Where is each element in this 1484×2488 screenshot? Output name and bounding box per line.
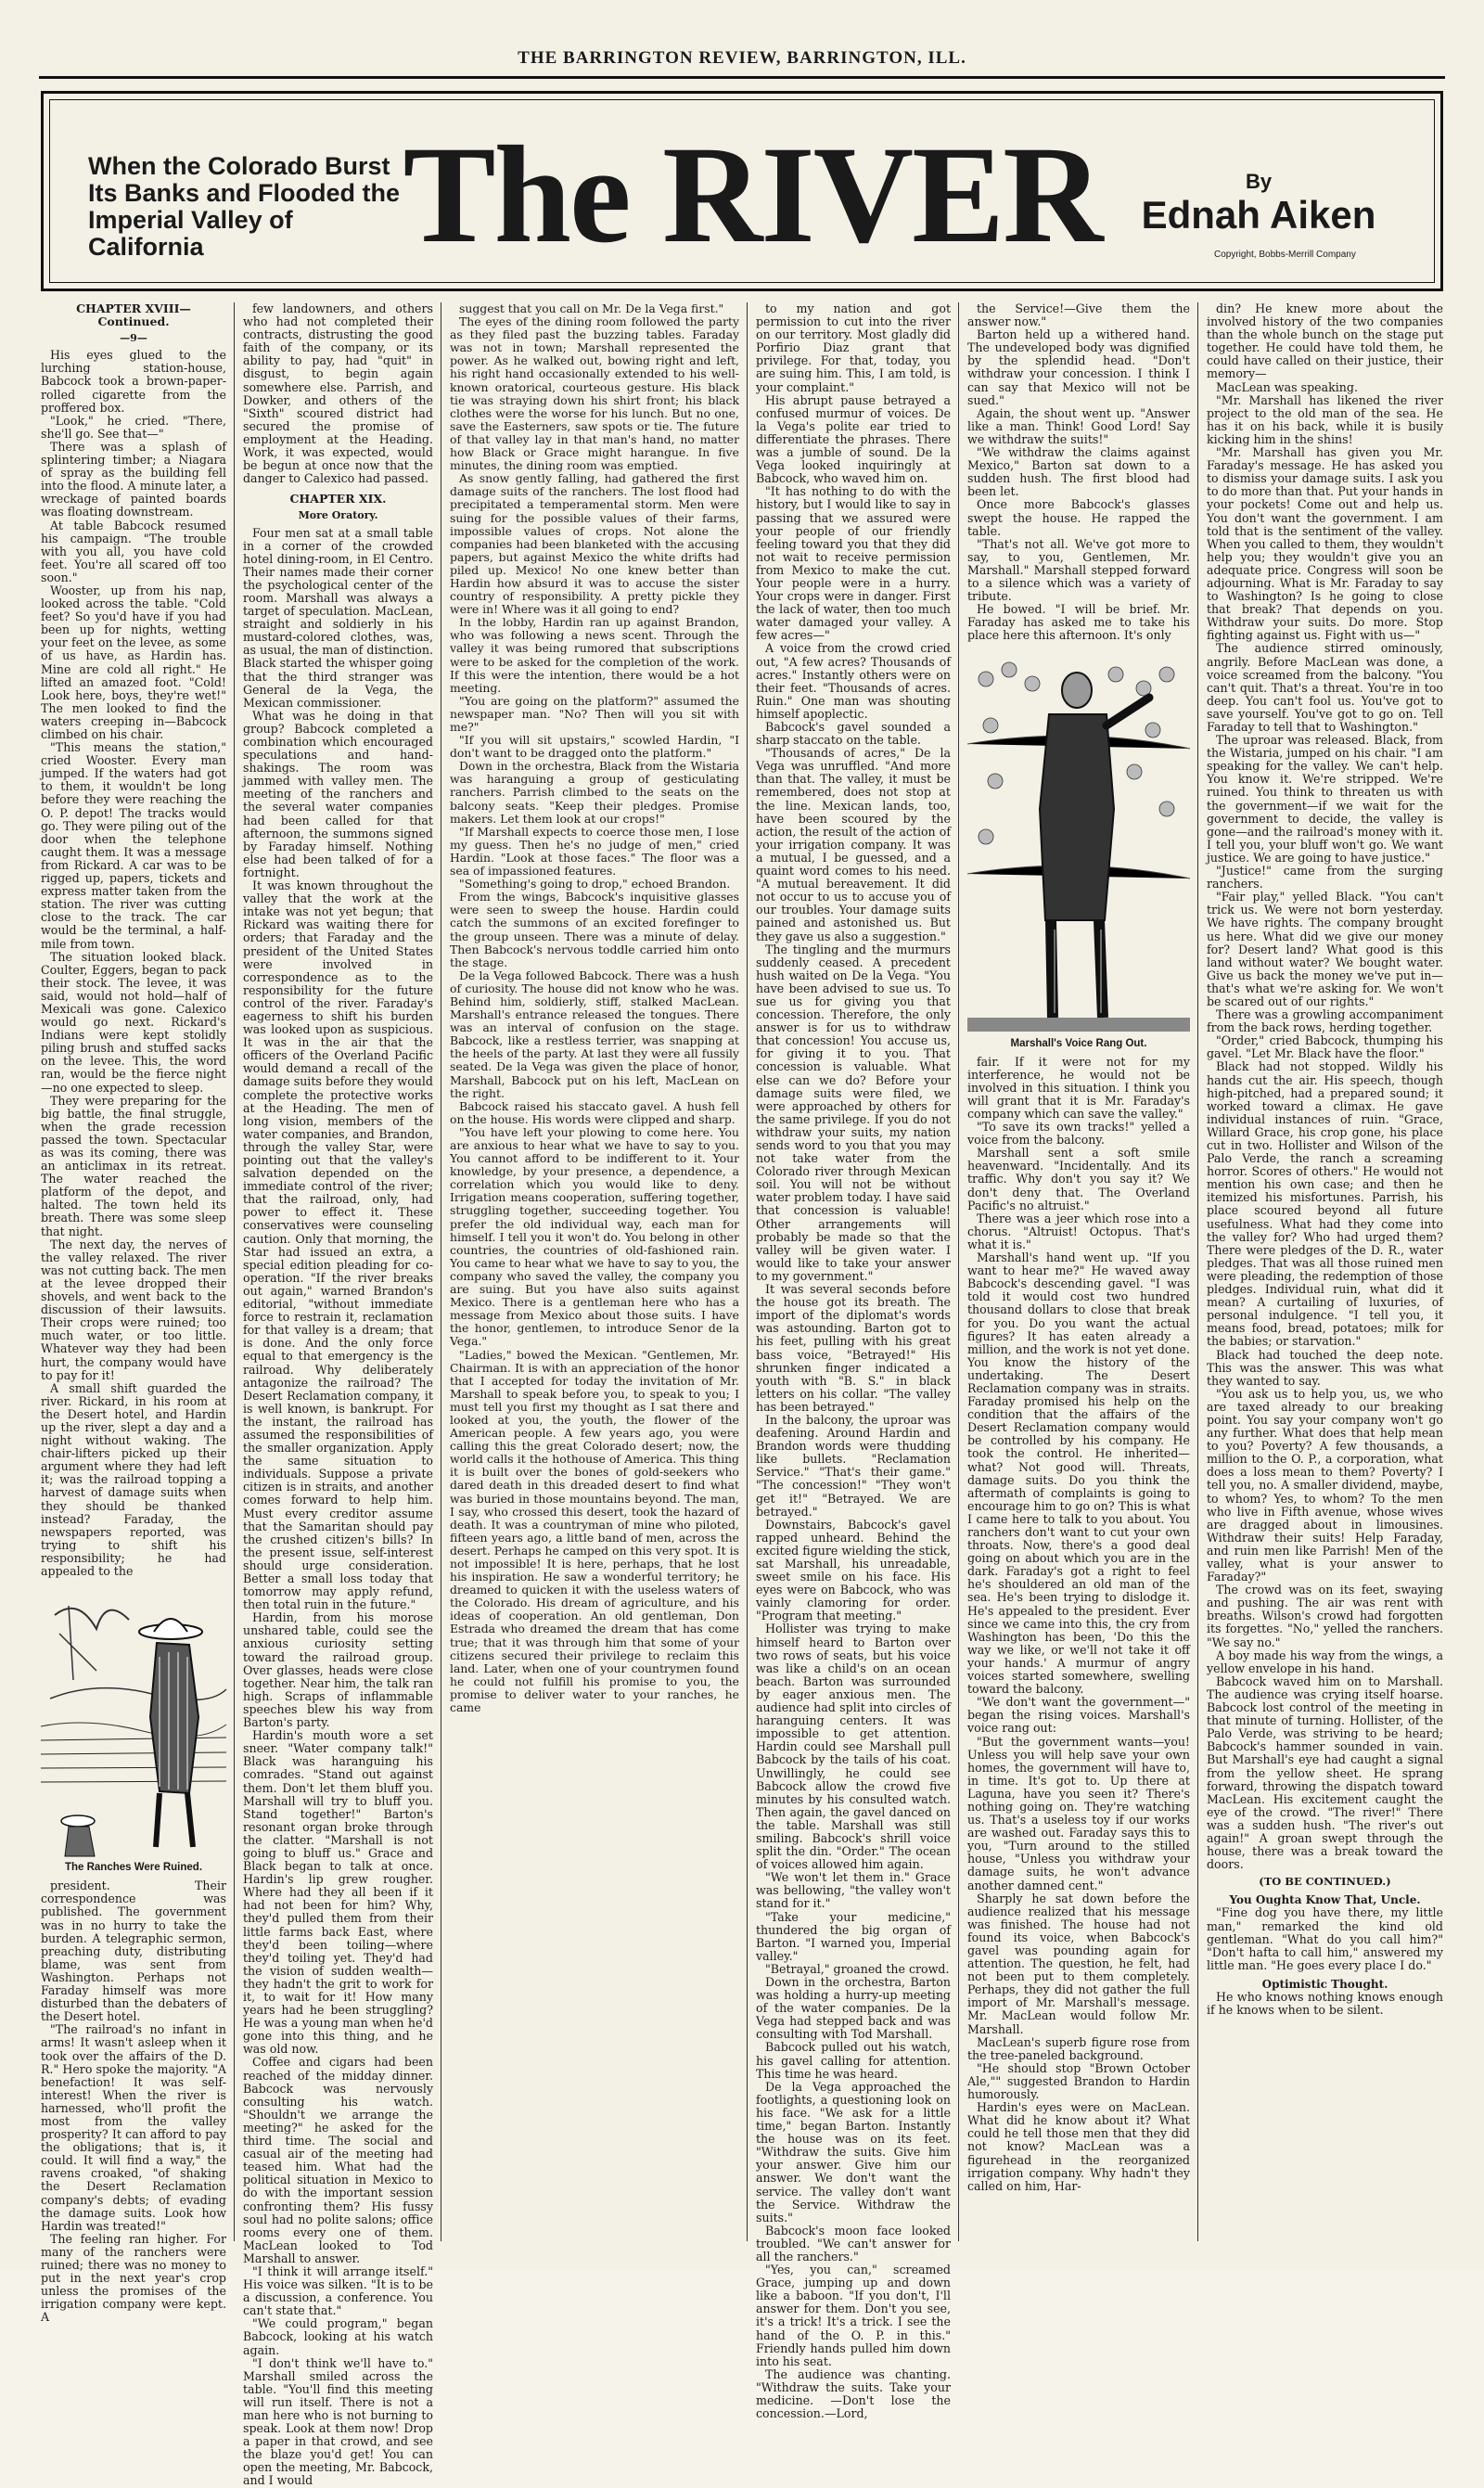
paragraph: There was a splash of splintering timber; a Niagara of spray as the building fell into the flood. A minute later, a wreckage of painted boards was floating downstream. — [41, 439, 226, 519]
paragraph: Wooster, up from his nap, looked across the table. "Cold feet? So you'd have if you had been up for nights, wetting your feet on the levee, as some of us have, as Hardin has. Mine are cold all right." He lifted an amazed foot. "Cold! Look here, boys, they're wet!" The men looked to find the waters creeping in—Babcock climbed on his chair. — [41, 583, 226, 741]
column-6 — [1207, 302, 1443, 2241]
paragraph: Babcock raised his staccato gavel. A hush fell on the house. His words were clipped and sharp. — [450, 1098, 739, 1126]
paragraph: Once more Babcock's glasses swept the house. He rapped the table. — [967, 497, 1190, 538]
marshall-speaking-illustration — [967, 642, 1190, 1032]
paragraph: From the wings, Babcock's inquisitive glasses were seen to sweep the house. Hardin could catch the summons of an excited forefinger to the group unseen. There was a minute of delay. Then Babcock's nervous toddle carried him onto the stage. — [450, 890, 739, 969]
paragraph: "That's not all. We've got more to say, to you, Gentlemen, Mr. Marshall." Marshall stepped forward to a silence which was a variety of tribute. — [967, 536, 1190, 604]
paragraph: "You are going on the platform?" assumed the newspaper man. "No? Then will you sit with me?" — [450, 693, 739, 734]
paragraph: Marshall's hand went up. "If you want to hear me?" He waved away Babcock's descending gavel. "I was told it would cost two hundred thousand dollars to close that break for you. Do you want the actual figures? It has eaten already a million, and the work is not yet done. You know the history of the undertaking. The Desert Reclamation company was in straits. Faraday promised his help on the condition that the affairs of the Desert Reclamation company would be controlled by his company. He took the control. He inherited—what? Not good will. Threats, damage suits. Do you think the aftermath of complaints is going to encourage him to go on? This is what I came here to talk to you about. You ranchers don't want to cut your own throats. Now, there's a good deal going on about which you are in the dark. Faraday's got a right to feel he's shouldered an old man of the sea. He's been trying to dislodge it. He's appealed to the president. Ever since we came into this, the cry from Washington has been, 'Do this the way we like, or we'll not take it off your hands.' A murmur of angry voices started somewhere, swelling toward the balcony. — [967, 1250, 1190, 1697]
illustration-marshall — [967, 642, 1190, 1049]
story-banner — [41, 91, 1443, 291]
paragraph: "We could program," began Babcock, looking at his watch again. — [243, 2316, 433, 2357]
paragraph: din? He knew more about the involved history of the two companies than the whole bunch on the stage put together. He could have told them, he could have called on their justice, their memory— — [1207, 301, 1443, 381]
column-rule — [1197, 302, 1198, 2241]
paragraph: Black had not stopped. Wildly his hands cut the air. His speech, though high-pitched, had a prepared sound; it worked toward a climax. He gave individual instances of ruin. "Grace, Willard Grace, his crop gone, his place cut in two. Hollister and Wilson of the Palo Verde, the ranch a screaming horror. Scores of others." He would not mention his own case; and then he itemized his misfortunes. Parrish, his place scoured beyond all future usefulness. What had they come into the valley for? Who had urged them? There were pledges of the D. R., water pledges. That was all those ruined men were pleading, the redemption of those pledges. Individual ruin, what did it mean? A curtailing of luxuries, of personal indulgence. "I tell you, it means food, bread, potatoes; milk for the babies; or starvation." — [1207, 1059, 1443, 1349]
paragraph: "Yes, you can," screamed Grace, jumping up and down like a baboon. "If you don't, I'll answer for them. Don't you see, it's a trick! It's a trick. I see the hand of the O. P. in this." Friendly hands pulled him down into his seat. — [756, 2263, 951, 2368]
paragraph: Black had touched the deep note. This was the answer. This was what they wanted to say. — [1207, 1347, 1443, 1388]
illustration-caption: Marshall's Voice Rang Out. — [1010, 1037, 1147, 1049]
column-2 — [243, 301, 433, 2488]
paragraph: Four men sat at a small table in a corner of the crowded hotel dining-room, in El Centro. Their names made their corner the psychological center of the room. Marshall was always a target of speculation. MacLean, straight and soldierly in his mustard-colored clothes, was, as usual, the man of distinction. Black started the whisper going that the third stranger was General de la Vega, the Mexican commissioner. — [243, 525, 433, 710]
paragraph: "We won't let them in." Grace was bellowing, "the valley won't stand for it." — [756, 1870, 951, 1911]
paragraph: "Betrayal," groaned the crowd. — [765, 1961, 950, 1976]
filler-text: "Fine dog you have there, my little man," remarked the kind old gentleman. "What do you call him?" "Don't hafta to call him," answered my little man. "He goes every place I do." — [1207, 1905, 1443, 1972]
farmer-illustration — [41, 1578, 226, 1856]
paragraph: The crowd was on its feet, swaying and pushing. The air was rent with breaths. Wilson's crowd had forgotten its forgettes. "No," yelled the ranchers. "We say no." — [1207, 1583, 1443, 1649]
paragraph: As snow gently falling, had gathered the first damage suits of the ranchers. The lost flood had precipitated a temperamental storm. Men were suing for the possible values of their farms, impossible values of crops. Not alone the companies had been blanketed with the accusing papers, but against Mexico the white drifts had piled up. Mexico! No one knew better than Hardin how absurd it was to accuse the sister country of responsibility. A pretty pickle they were in! Where was it all going to end? — [450, 471, 739, 617]
paragraph: It was known throughout the valley that the work at the intake was not yet begun; that Rickard was waiting there for orders; that Faraday and the president of the United States were involved in correspondence as to the responsibility for the future control of the river. Faraday's eagerness to shift his burden was looked upon as suspicious. It was in the air that the officers of the Overland Pacific would demand a recall of the damage suits before they would complete the protective works at the Heading. The men of long vision, members of the water companies, and Brandon, through the valley Star, were pointing out that the valley's salvation depended on the immediate control of the river; that the railroad, only, had power to effect it. These conservatives were counseling caution. Only that morning, the Star had issued an extra, a special edition pleading for co-operation. "If the river breaks out again," warned Brandon's editorial, "without immediate force to restrain it, reclamation for that valley is a dream; that is done. And the only force equal to that emergency is the railroad. Why deliberately antagonize the railroad? The Desert Reclamation company, it is well known, is bankrupt. For the instant, the railroad has assumed the responsibilities of the smaller organization. Apply the same situation to individuals. Suppose a private citizen is in straits, and another comes forward to help him. Must every creditor assume that the Samaritan should pay the crushed citizen's bills? In the present issue, self-interest should urge consideration. Better a small loss today that tomorrow may apply refund, then total ruin in the future." — [243, 878, 433, 1612]
paragraph: The eyes of the dining room followed the party as they filed past the buzzing tables. Faraday was not in town; Marshall represented the power. As he walked out, bowing right and left, his right hand occasionally extended to his well-known oratorical, courteous gesture. His black tie was straying down his shirt front; his black clothes were the worse for his lunch. But no one, save the Easterners, saw spots or tie. The future of that valley lay in that man's hand, no matter how Black or Grace might harangue. In five minutes, the dining room was emptied. — [450, 314, 739, 473]
illustration-ranches — [41, 1578, 226, 1874]
paragraph: "He should stop "Brown October Ale,"" suggested Brandon to Hardin humorously. — [967, 2060, 1190, 2102]
paragraph: In the balcony, the uproar was deafening. Around Hardin and Brandon words were thudding like bullets. "Reclamation Service." "That's their game." "The concession!" "They won't get it!" "Betrayed. We are betrayed." — [756, 1412, 951, 1519]
paragraph: What was he doing in that group? Babcock completed a combination which encouraged speculations and hand-shakings. The room was jammed with valley men. The meeting of the ranchers and the several water companies had been called for that afternoon, the summons signed by Faraday himself. Nothing else had been talked of for a fortnight. — [243, 708, 433, 879]
paragraph: "You have left your plowing to come here. You are anxious to hear what we have to say to you. You cannot afford to be indifferent to it. Your knowledge, by your presence, a dependence, a correlation which you would like to deny. Irrigation means cooperation, suffering together, struggling together, succeeding together. You prefer the old individual way, each man for himself. I tell you it won't do. You belong in other countries, the countries of old-fashioned rain. You came to hear what we have to say to you, the company who saved the valley, the company you are suing. But you have also suits against Mexico. There is a gentleman here who has a message from Mexico about those suits. I have the honor, gentlemen, to introduce Senor de la Vega." — [450, 1124, 739, 1349]
paragraph: "Fair play," yelled Black. "You can't trick us. We were not born yesterday. We have rights. The company brought us here. What did we give our money for? Desert land? What good is this land without water? We bought water. Give us back the money we've put in—that's what we're asking for. We won't be scared out of our rights." — [1207, 890, 1443, 1008]
paragraph: His abrupt pause betrayed a confused murmur of voices. De la Vega's polite ear tried to differentiate the phrases. There was a jumble of sound. De la Vega looked inquiringly at Babcock, who waved him on. — [756, 392, 951, 486]
paragraph: Coffee and cigars had been reached of the midday dinner. Babcock was nervously consulting his watch. "Shouldn't we arrange the meeting?" he asked for the third time. The social and casual air of the meeting had teased him. What had the political situation in Mexico to do with the important session confronting them? His fussy soul had no polite salons; office rooms every one of them. MacLean looked to Tod Marshall to answer. — [243, 2055, 433, 2265]
banner-deck: When the Colorado Burst Its Banks and Flooded the Imperial Valley of California — [88, 152, 401, 261]
column-3 — [450, 302, 739, 2241]
paragraph: president. Their correspondence was published. The government was in no hurry to take the burden. A telegraphic sermon, preaching duty, distributing blame, was sent from Washington. Perhaps not Faraday himself was more disturbed than the debaters of the Desert hotel. — [41, 1879, 226, 2024]
paragraph: Babcock's gavel sounded a sharp staccato on the table. — [756, 720, 951, 748]
byline-author: Ednah Aiken — [1141, 193, 1376, 237]
paragraph: Downstairs, Babcock's gavel rapped unheard. Behind the excited figure wielding the stick, sat Marshall, his unreadable, sweet smile on his face. His eyes were on Babcock, who was vainly clamoring for order. "Program that meeting." — [756, 1517, 951, 1623]
chapter-heading: CHAPTER XIX. — [289, 492, 387, 507]
to-be-continued: (TO BE CONTINUED.) — [1259, 1875, 1391, 1889]
paragraph: The audience was chanting. "Withdraw the suits. Take your medicine. —Don't lose the concession.—Lord, — [756, 2366, 951, 2421]
paragraph: They were preparing for the big battle, the final struggle, when the grade recession passed the town. Spectacular as was its coming, there was an anticlimax in its retreat. The water reached the platform of the depot, and halted. The town held its breath. There was some sleep that night. — [41, 1093, 226, 1238]
paragraph: "It has nothing to do with the history, but I would like to say in passing that we assured were your people of our friendly feeling toward you that they did not wait to receive permission from Mexico to make the cut. Your people were in a hurry. Your crops were in danger. First the lack of water, then too much water damaged your valley. A few acres—" — [756, 484, 951, 643]
paragraph: "Justice!" came from the surging ranchers. — [1207, 864, 1443, 891]
paragraph: Sharply he sat down before the audience realized that his message was finished. The house had not found its voice, when Babcock's gavel was pounding again for attention. The question, he felt, had not been put to them completely. Perhaps, they did not gather the full import of Mr. Marshall's message. Mr. MacLean would follow Mr. Marshall. — [967, 1891, 1190, 2036]
paragraph: His eyes glued to the lurching station-house, Babcock took a brown-paper-rolled cigarette from the proffered box. — [41, 348, 226, 415]
paragraph: Hollister was trying to make himself heard to Barton over two rows of seats, but his voice was like a child's on an ocean beach. Barton was surrounded by eager anxious men. The audience had split into circles of haranguing centers. It was impossible to get attention. Hardin could see Marshall pull Babcock by the tails of his coat. Unwillingly, he could see Babcock allow the crowd five minutes by his consulted watch. Then again, the gavel danced on the table. Marshall was still smiling. Babcock's shrill voice split the din. "Order." The ocean of voices allowed him again. — [756, 1622, 951, 1872]
paragraph: "Thousands of acres," De la Vega was unruffled. "And more than that. The valley, it must be remembered, does not stop at the line. Mexican lands, too, have been scoured by the action, the result of the action of your irrigation company. It was a mutual, I be guessed, and a quaint word comes to his need. "A mutual bereavement. It did not occur to us to accuse you of our troubles. Your damage suits pained and astonished us. But they gave us also a suggestion." — [756, 746, 951, 943]
paragraph: MacLean was speaking. — [1216, 379, 1358, 394]
paragraph: The tingling and the murmurs suddenly ceased. A precedent hush waited on De la Vega. "You have been advised to sue us. To sue us for giving you that concession. Therefore, the only answer is for us to withdraw that concession! You accuse us, for giving it to you. That concession is valuable. What else can we do? Before your damage suits were filed, we were approached by others for the same privilege. If you do not withdraw your suits, my nation sends word to you that you may not take water from the Colorado river through Mexican soil. You will not be without water problem today. I have said that concession is valuable! Other arrangements will probably be made so that the valley will be given water. I would like to take your answer to my government." — [756, 942, 951, 1283]
paragraph: There was a growling accompaniment from the back rows, herding together. — [1207, 1007, 1443, 1035]
paragraph: Hardin, from his morose unshared table, could see the anxious curiosity setting toward the railroad group. Over glasses, heads were close together. Near him, the talk ran high. Scraps of inflammable speeches blew his way from Barton's party. — [243, 1610, 433, 1730]
paragraph: At table Babcock resumed his campaign. "The trouble with you all, you have cold feet. You're all scared off too soon." — [41, 518, 226, 584]
paragraph: Marshall sent a soft smile heavenward. "Incidentally. And its traffic. Why don't you say it? We don't deny that. The Overland Pacific's no altruist." — [967, 1146, 1190, 1212]
paragraph: MacLean's superb figure rose from the tree-paneled background. — [967, 2034, 1190, 2062]
paragraph: "I think it will arrange itself." His voice was silken. "It is to be a discussion, a conference. You can't state that." — [243, 2264, 433, 2318]
paragraph: De la Vega approached the footlights, a questioning look on his face. "We ask for a little time," began Barton. Instantly the house was on its feet. "Withdraw the suits. Give him your answer. Give him our answer. We don't want the service. The valley don't want the Service. Withdraw the suits." — [756, 2079, 951, 2225]
paragraph: The situation looked black. Coulter, Eggers, began to pack their stock. The levee, it was said, would not hold—half of Mexicali was gone. Calexico would go next. Rickard's Indians were kept stolidly piling brush and stuffed sacks on the levee. This, the word ran, would be the fierce night—no one expected to sleep. — [41, 949, 226, 1095]
paragraph: Hardin's mouth wore a set sneer. "Water company talk!" Black was haranguing his comrades. "Stand out against them. Don't let them bluff you. Marshall will try to bluff you. Stand together!" Barton's resonant organ broke through the clatter. "Marshall is not going to bluff us." Grace and Black began to talk at once. Hardin's lip grew rougher. Where had they all been if it had not been for him? Why, they'd pulled them from their little farms back East, where they'd been toiling—where they'd toiling yet. They'd had the vision of sudden wealth—they hadn't the grit to work for it, to wait for it! How many years had he been struggling? He was a young man when he'd gone into this thing, and he was old now. — [243, 1728, 433, 2057]
paragraph: "Something's going to drop," echoed Brandon. — [459, 877, 731, 891]
paragraph: "The railroad's no infant in arms! It wasn't asleep when it took over the affairs of the D. R." Hero spoke the majority. "A benefaction! It was self-interest! When the river is harnessed, who'll profit the most from the valley prosperity? It can afford to pay the obligations; that is, it could. It will find a way," the ravens croaked, "of shaking the Desert Reclamation company's debts; of evading the damage suits. Look how Hardin was treated!" — [41, 2022, 226, 2233]
paragraph: "But the government wants—you! Unless you will help save your own homes, the government will have to, in time. It's got to. Up there at Laguna, have you seen it? There's nothing going on. They're watching us. That's a useless toy if our works are washed out. Faraday says this to you, "Turn around to the stilled house, "Unless you withdraw your damage suits, he won't advance another damned cent." — [967, 1734, 1190, 1892]
paragraph: There was a jeer which rose into a chorus. "Altruist! Octopus. That's what it is." — [967, 1211, 1190, 1251]
paragraph: "If Marshall expects to coerce those men, I lose my guess. Then he's no judge of men," cried Hardin. "Look at those faces." The floor was a sea of impassioned features. — [450, 824, 739, 878]
paragraph: "To save its own tracks!" yelled a voice from the balcony. — [967, 1120, 1190, 1148]
column-rule — [958, 302, 959, 2241]
byline-by: By — [1245, 170, 1273, 193]
story-columns — [41, 301, 1443, 2488]
filler-title: You Oughta Know That, Uncle. — [1229, 1893, 1421, 1907]
paragraph: "Take your medicine," thundered the big organ of Barton. "I warned you, Imperial valley." — [756, 1909, 951, 1963]
paragraph: "We withdraw the claims against Mexico," Barton sat down to a sudden hush. The first blood had been let. — [967, 445, 1190, 499]
column-5 — [967, 302, 1190, 2241]
paragraph: The next day, the nerves of the valley relaxed. The river was not cutting back. The men at the levee dropped their shovels, and went back to the discussion of their lawsuits. Their crops were ruined; too much water, or too little. Whatever way they had been hurt, the company would have to pay for it! — [41, 1237, 226, 1382]
banner-title: The RIVER — [403, 118, 1102, 272]
byline — [1110, 170, 1407, 237]
column-rule — [747, 302, 748, 2241]
filler-text: He who knows nothing knows enough if he knows when to be silent. — [1207, 1990, 1443, 2018]
paragraph: fair. If it were not for my interference, he would not be involved in this situation. I think you will grant that it is Mr. Faraday's company which can save the valley." — [967, 1054, 1190, 1121]
paragraph: Babcock's moon face looked troubled. "We can't answer for all the ranchers." — [756, 2223, 951, 2264]
paragraph: Down in the orchestra, Black from the Wistaria was haranguing a group of gesticulating ranchers. Parrish climbed to the seats on the balcony seats. "Keep their pledges. Promise makers. Let them look at our crops!" — [450, 759, 739, 826]
paragraph: In the lobby, Hardin ran up against Brandon, who was following a news scent. Through the valley it was being rumored that subscriptions were to be asked for the completion of the work. If this were the intention, there would be a hot meeting. — [450, 615, 739, 695]
paragraph: A small shift guarded the river. Rickard, in his room at the Desert hotel, and Hardin up the river, slept a day and a night without waking. The chair-lifters picked up their argument where they had left it; was the railroad topping a harvest of damage suits when they should be thanked instead? Faraday, the newspapers reported, was trying to shift his responsibility; he had appealed to the — [41, 1380, 226, 1578]
column-4 — [756, 301, 951, 2421]
paragraph: A boy made his way from the wings, a yellow envelope in his hand. — [1207, 1648, 1443, 1675]
chapter-heading: CHAPTER XVIII—Continued. — [76, 301, 191, 329]
paragraph: The uproar was released. Black, from the Wistaria, jumped on his chair. "I am speaking for the valley. We can't help. You know it. We're stripped. We're ruined. You think to threaten us with the government—if we wait for the government to decide, the valley is gone—and the railroad's money with it. I tell you, your bluff won't go. We want justice. We are going to have justice." — [1207, 733, 1443, 865]
paragraph: Down in the orchestra, Barton was holding a hurry-up meeting of the water companies. De la Vega had stepped back and was consulting with Tod Marshall. — [756, 1975, 951, 2042]
paragraph: "Ladies," bowed the Mexican. "Gentlemen, Mr. Chairman. It is with an appreciation of the honor that I accepted for today the invitation of Mr. Marshall to speak before you, to speak to you; I must tell you first my thought as I sat there and looked at you, the youth, the flower of the American people. A few years ago, you were calling this the great Colorado desert; now, the world calls it the hothouse of America. This thing it is built over the bones of gold-seekers who dared death in this dreaded desert to find what was buried in those mountains beyond. The man, I say, who crossed this desert, took the hazard of death. It was a countryman of mine who piloted, fifteen years ago, a little band of men, across the desert. Perhaps he camped on this very spot. It is not impossible! It is here, perhaps, that he lost his inspiration. He saw a wonderful territory; he dreamed to quicken it with the useless waters of the Colorado. His dream of agriculture, and his ideas of cooperation. An old gentleman, Don Estrada who dreamed the dream that has come true; that it was through him that some of your citizens secured their privilege to reclaim this land. Later, when one of your countrymen found he could not fulfill his promise to you, the promise to deliver water to your ranches, he came — [450, 1347, 739, 1715]
paragraph: "Mr. Marshall has given you Mr. Faraday's message. He has asked you to dismiss your damage suits. I ask you to do more than that. Put your hands in your pockets! Come out and help us. You don't want the government. I am told that is the sentiment of the valley. When you called to them, they wouldn't help you; they wouldn't give you an adequate price. Congress will soon be adjourning. What is Mr. Faraday to say to Washington? Is he going to close that break? That depends on you. Withdraw your suits. Do more. Stop fighting against us. Fight with us—" — [1207, 445, 1443, 643]
paragraph: "This means the station," cried Wooster. Every man jumped. If the waters had got to them, it wouldn't be long before they were reaching the O. P. depot! The tracks would go. They were piling out of the door when the telephone caught them. It was a message from Rickard. A car was to be rigged up, papers, tickets and express matter taken from the station. The river was cutting close to the track. The car would be the terminal, a half-mile from town. — [41, 740, 226, 951]
running-head: THE BARRINGTON REVIEW, BARRINGTON, ILL. — [518, 48, 966, 68]
paragraph: "We don't want the government—" began the rising voices. Marshall's voice rang out: — [967, 1695, 1190, 1736]
column-1 — [41, 301, 226, 2325]
column-rule — [234, 302, 235, 2241]
paragraph: the Service!—Give them the answer now." — [967, 301, 1190, 329]
paragraph: Babcock pulled out his watch, his gavel calling for attention. This time he was heard. — [756, 2040, 951, 2081]
installment-number: —9— — [120, 332, 147, 345]
paragraph: De la Vega followed Babcock. There was a hush of curiosity. The house did not know who he was. Behind him, soldierly, stiff, stalked MacLean. Marshall's entrance released the tongues. There was an interval of confusion on the stage. Babcock, like a restless terrier, was snapping at the heels of the party. At last they were all fussily seated. De la Vega was given the place of honor, Marshall, Babcock put on his left, MacLean on the right. — [450, 968, 739, 1100]
paragraph: Barton held up a withered hand. The undeveloped body was dignified by the splendid head. "Don't withdraw your concession. I think I can say that Mexico will not be sued." — [967, 327, 1190, 407]
top-rule — [39, 76, 1445, 79]
paragraph: Babcock waved him on to Marshall. The audience was crying itself hoarse. Babcock lost control of the meeting in that minute of turning. Hollister, of the Palo Verde, was striving to be heard; Babcock's hammer sounded in vain. But Marshall's eye had caught a signal from the yellow sheet. He sprang forward, throwing the dispatch toward MacLean. His excitement caught the eye of the crowd. "The river!" There was a sudden hush. "The river's out again!" A groan swept through the house, there was a break toward the doors. — [1207, 1674, 1443, 1872]
column-1-text — [41, 349, 226, 1578]
paragraph: The feeling ran higher. For many of the ranchers were ruined; there was no money to put in the next year's crop unless the promises of the irrigation company were kept. A — [41, 2231, 226, 2325]
paragraph: to my nation and got permission to cut into the river on our territory. Most gladly did Porfirio Diaz grant that privilege. For that, today, you are suing him. This, I am told, is your complaint." — [756, 301, 951, 394]
paragraph: It was several seconds before the house got its breath. The import of the diplomat's words was astounding. Barton got to his feet, pulling with his great bass voice, "Betrayed!" His shrunken finger indicated a youth with "B. S." in black letters on his collar. "The valley has been betrayed." — [756, 1282, 951, 1414]
paragraph: The audience stirred ominously, angrily. Before MacLean was done, a voice screamed from the balcony. "You can't quit. That's a threat. You're in too deep. You can't fool us. You've got to save yourself. You've got to go on. Tell Faraday to tell that to Washington." — [1207, 641, 1443, 734]
paragraph: Again, the shout went up. "Answer like a man. Think! Good Lord! Say we withdraw the suits!" — [967, 405, 1190, 446]
paragraph: "Look," he cried. "There, she'll go. See that—" — [41, 413, 226, 441]
paragraph: He bowed. "I will be brief. Mr. Faraday has asked me to take his place here this afternoon. It's only — [967, 602, 1190, 643]
filler-title: Optimistic Thought. — [1261, 1977, 1388, 1991]
copyright-line: Copyright, Bobbs-Merrill Company — [1214, 250, 1356, 260]
paragraph: "I don't think we'll have to." Marshall smiled across the table. "You'll find this meeting will run itself. There is not a man here who is not burning to speak. Look at them now! Drop a paper in that crowd, and see the blaze you'd get! You can open the meeting, Mr. Babcock, and I would — [243, 2355, 433, 2488]
paragraph: "Order," cried Babcock, thumping his gavel. "Let Mr. Black have the floor." — [1207, 1033, 1443, 1061]
paragraph: A voice from the crowd cried out, "A few acres? Thousands of acres." Instantly others were on their feet. "Thousands of acres. Ruin." One man was shouting himself apoplectic. — [756, 641, 951, 721]
paragraph: Hardin's eyes were on MacLean. What did he know about it? What could he tell those men that they did not know? MacLean was a figurehead in the reorganized irrigation company. Why hadn't they called on him, Har- — [967, 2100, 1190, 2193]
illustration-caption: The Ranches Were Ruined. — [64, 1862, 203, 1874]
section-subhead: More Oratory. — [298, 509, 378, 522]
paragraph: "Mr. Marshall has likened the river project to the old man of the sea. He has it on his back, while it is busily kicking him in the shins! — [1207, 392, 1443, 446]
paragraph: few landowners, and others who had not completed their contracts, distrusting the good faith of the company, or its ability to pay, had "quit" in disgust, to begin again somewhere else. Parrish, and Dowker, and others of the "Sixth" scoured district had secured the promise of employment at the Heading. Work, it was expected, would be begun at once now that the danger to Calexico had passed. — [243, 301, 433, 486]
paragraph: "You ask us to help you, us, we who are taxed already to our breaking point. You say your company won't go any further. What does that help mean to you? Poverty? A few thousands, a million to the O. P., a corporation, what does a loss mean to them? Poverty? I tell you, no. A smaller dividend, maybe, to whom? Yes, to whom? To the men who live in Fifth avenue, whose wives are dragged about in limousines. Withdraw their suits! Help Faraday, and ruin men like Parrish! Men of the valley, what is your answer to Faraday?" — [1207, 1386, 1443, 1584]
paragraph: suggest that you call on Mr. De la Vega first." — [459, 301, 724, 315]
column-1-text-continued — [41, 1879, 226, 2324]
paragraph: "If you will sit upstairs," scowled Hardin, "I don't want to be dragged onto the platform." — [450, 733, 739, 761]
